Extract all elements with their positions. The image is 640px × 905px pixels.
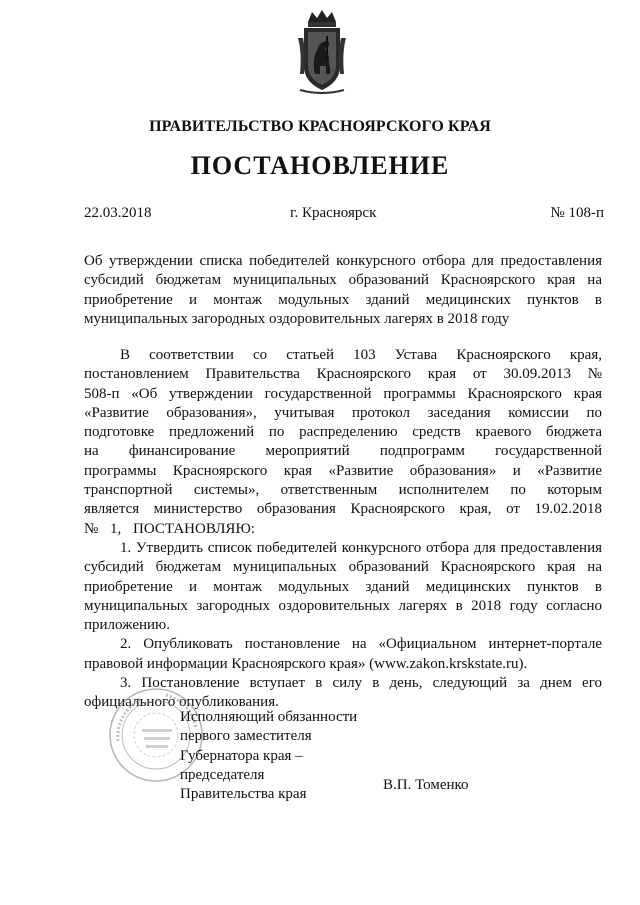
signature-line: первого заместителя [180, 728, 312, 745]
signature-line: председателя [180, 766, 265, 783]
document-meta [84, 205, 604, 225]
document-date: 22.03.2018 [84, 205, 152, 221]
signer-name: В.П. Томенко [383, 777, 469, 793]
coat-of-arms-icon [296, 8, 348, 96]
organization-name: ПРАВИТЕЛЬСТВО КРАСНОЯРСКОГО КРАЯ [149, 118, 491, 135]
item-1-paragraph: 1. Утвердить список победителей конкурсного отбора для предоставления субсидий бюджетам муниципальных образований Красноярского края на приобретение и монтаж модульных зданий медицинских пунктов в муниципальных загородных оздоровительных лагерях в 2018 году согласно приложению. [84, 539, 602, 634]
document-city: г. Красноярск [290, 205, 377, 221]
signature-line: Губернатора края – [180, 747, 303, 764]
document-body [84, 346, 602, 713]
signature-line: Правительства края [180, 786, 307, 803]
document-number: № 108-п [550, 205, 604, 221]
document-type: ПОСТАНОВЛЕНИЕ [190, 151, 450, 180]
signature-line: Исполняющий обязанности [180, 709, 358, 725]
preamble-paragraph: В соответствии со статьей 103 Устава Красноярского края, постановлением Правительства Красноярского края от 30.09.2013 № 508-п «Об утверждении государственной программы Красноярского края «Развитие образования», учитывая протокол заседания комиссии по подготовке предложений по распределению средств краевого бюджета на финансирование мероприятий подпрограмм государственной программы Красноярского края «Развитие образования» и «Развитие транспортной системы», ответственным исполнителем по которым является министерство образования Красноярского края, от 19.02.2018 № 1, ПОСТАНОВЛЯЮ: [84, 347, 603, 537]
document-title: Об утверждении списка победителей конкурсного отбора для предоставления субсидий бюджетам муниципальных образований Красноярского края на приобретение и монтаж модульных зданий медицинских пунктов в муниципальных загородных оздоровительных лагерях в 2018 году [84, 253, 602, 327]
signature-position [180, 708, 357, 804]
item-3-paragraph: 3. Постановление вступает в силу в день, следующий за днем его официального опубликования. [84, 675, 602, 711]
item-2-paragraph: 2. Опубликовать постановление на «Официальном интернет-портале правовой информации Красноярского края» (www.zakon.krskstate.ru). [84, 636, 602, 672]
